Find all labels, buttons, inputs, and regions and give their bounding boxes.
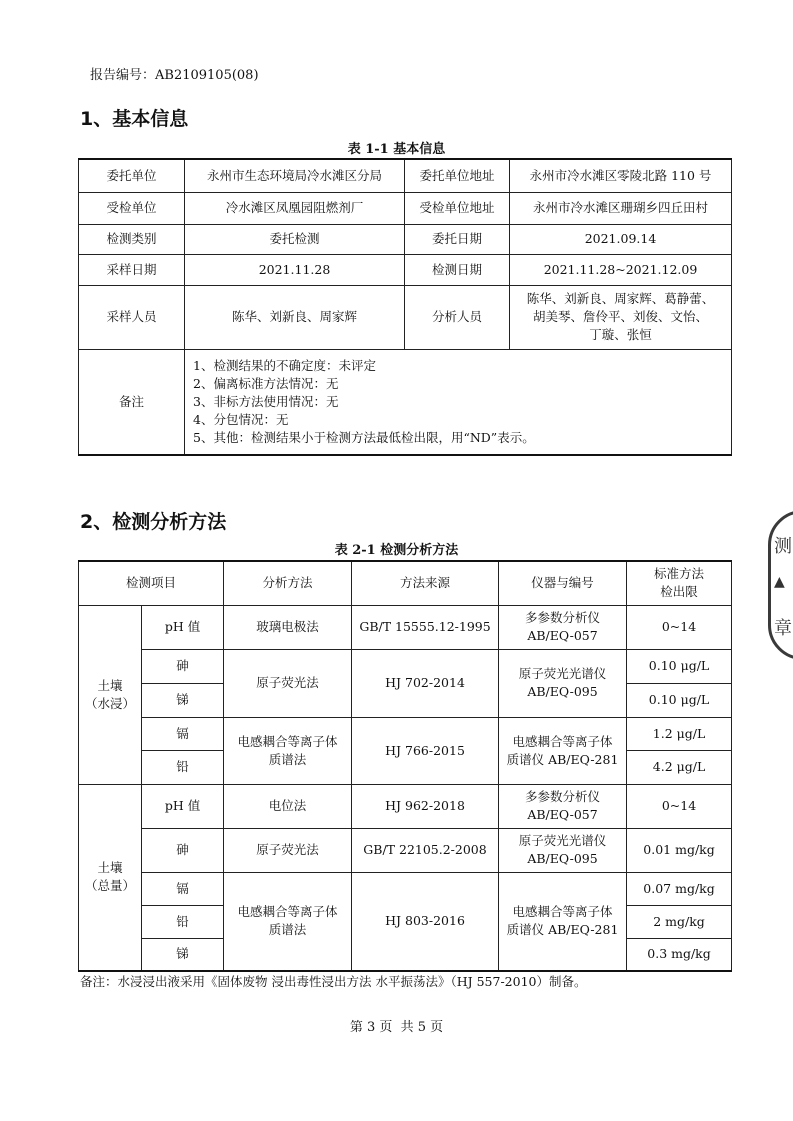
header-method: 分析方法 — [224, 561, 352, 605]
group-name-line: 土壤 — [97, 677, 123, 693]
group-name-line: （水浸） — [84, 695, 135, 711]
category-label: 检测类别 — [79, 224, 185, 254]
analysts-value — [510, 285, 732, 349]
limit-cell: 4.2 μg/L — [627, 750, 732, 784]
sampling-date-label: 采样日期 — [79, 254, 185, 285]
commission-date-label: 委托日期 — [405, 224, 510, 254]
method-line: 质谱法 — [268, 922, 307, 938]
group-1-name — [79, 605, 142, 784]
instrument-cell — [499, 717, 627, 784]
table-2-note: 备注：水浸浸出液采用《固体废物 浸出毒性浸出方法 水平振荡法》（HJ 557-2010）制备。 — [80, 974, 587, 989]
instrument-cell — [499, 784, 627, 828]
commission-date-value: 2021.09.14 — [510, 224, 732, 254]
limit-cell: 1.2 μg/L — [627, 717, 732, 750]
item-antimony: 锑 — [142, 938, 224, 971]
notes-label: 备注 — [79, 349, 185, 455]
seal-star-icon: ▲ — [774, 574, 785, 590]
limit-cell: 0~14 — [627, 784, 732, 828]
testing-date-label: 检测日期 — [405, 254, 510, 285]
table-row — [79, 192, 732, 224]
inspected-address-value: 永州市冷水滩区珊瑚乡四丘田村 — [510, 192, 732, 224]
instrument-cell — [499, 872, 627, 971]
analysts-line: 丁璇、张恒 — [589, 327, 652, 342]
limit-cell: 2 mg/kg — [627, 905, 732, 938]
client-value: 永州市生态环境局冷水滩区分局 — [185, 159, 405, 192]
analysts-line: 胡美琴、詹伶平、刘俊、文怡、 — [532, 309, 708, 324]
limit-cell: 0.10 μg/L — [627, 683, 732, 717]
method-cell: 玻璃电极法 — [224, 605, 352, 649]
item-ph: pH 值 — [142, 605, 224, 649]
table-row — [79, 285, 732, 349]
page-total: 共 5 页 — [400, 1020, 444, 1035]
analysis-methods-table — [78, 560, 732, 972]
source-cell: HJ 962-2018 — [352, 784, 499, 828]
method-cell: 原子荧光法 — [224, 649, 352, 717]
source-cell: HJ 766-2015 — [352, 717, 499, 784]
instrument-line: 多参数分析仪 — [525, 610, 601, 625]
header-limit — [627, 561, 732, 605]
instrument-line: AB/EQ-057 — [527, 807, 598, 822]
note-line: 3、非标方法使用情况：无 — [193, 393, 339, 409]
instrument-line: 电感耦合等离子体 — [512, 904, 613, 920]
method-cell — [224, 717, 352, 784]
seal-char: 测 — [774, 536, 792, 557]
header-source: 方法来源 — [352, 561, 499, 605]
client-address-value: 永州市冷水滩区零陵北路 110 号 — [510, 159, 732, 192]
header-item: 检测项目 — [79, 561, 224, 605]
limit-cell: 0.10 μg/L — [627, 649, 732, 683]
table-row — [79, 349, 732, 455]
item-lead: 铅 — [142, 750, 224, 784]
method-line: 质谱法 — [268, 751, 307, 767]
instrument-line: 原子荧光光谱仪 — [518, 833, 607, 848]
group-name-line: 土壤 — [97, 860, 123, 876]
instrument-cell — [499, 649, 627, 717]
header-limit-line: 标准方法 — [654, 566, 705, 582]
item-arsenic: 砷 — [142, 828, 224, 872]
testing-date-value: 2021.11.28~2021.12.09 — [510, 254, 732, 285]
group-name-line: （总量） — [84, 878, 135, 894]
table-2-caption: 表 2-1 检测分析方法 — [334, 543, 459, 558]
method-line: 电感耦合等离子体 — [237, 733, 338, 749]
samplers-value: 陈华、刘新良、周家辉 — [185, 285, 405, 349]
note-line: 1、检测结果的不确定度：未评定 — [193, 357, 376, 373]
table-row — [79, 224, 732, 254]
item-lead: 铅 — [142, 905, 224, 938]
instrument-line: AB/EQ-057 — [527, 628, 598, 643]
client-address-label: 委托单位地址 — [405, 159, 510, 192]
table-row — [79, 872, 732, 905]
method-line: 电感耦合等离子体 — [237, 904, 338, 920]
report-number: 报告编号：AB2109105(08) — [90, 68, 259, 83]
client-label: 委托单位 — [79, 159, 185, 192]
table-1-caption: 表 1-1 基本信息 — [347, 142, 446, 157]
category-value: 委托检测 — [185, 224, 405, 254]
table-row — [79, 159, 732, 192]
instrument-line: 质谱仪 AB/EQ-281 — [506, 922, 619, 938]
item-arsenic: 砷 — [142, 649, 224, 683]
method-cell: 原子荧光法 — [224, 828, 352, 872]
header-limit-line: 检出限 — [660, 584, 698, 600]
limit-cell: 0.3 mg/kg — [627, 938, 732, 971]
source-cell: HJ 702-2014 — [352, 649, 499, 717]
source-cell: GB/T 22105.2-2008 — [352, 828, 499, 872]
method-cell: 电位法 — [224, 784, 352, 828]
table-row — [79, 254, 732, 285]
seal-char: 章 — [774, 618, 792, 639]
limit-cell: 0.01 mg/kg — [627, 828, 732, 872]
table-row — [79, 717, 732, 750]
instrument-line: AB/EQ-095 — [527, 851, 598, 866]
limit-cell: 0.07 mg/kg — [627, 872, 732, 905]
analysts-line: 陈华、刘新良、周家辉、葛静蕾、 — [526, 291, 715, 306]
note-line: 5、其他：检测结果小于检测方法最低检出限，用“ND”表示。 — [193, 429, 535, 445]
table-row — [79, 784, 732, 828]
header-instrument: 仪器与编号 — [499, 561, 627, 605]
section-2-title: 2、检测分析方法 — [80, 511, 227, 533]
inspected-value: 冷水滩区凤凰园阻燃剂厂 — [185, 192, 405, 224]
instrument-line: 质谱仪 AB/EQ-281 — [506, 751, 619, 767]
table-row — [79, 649, 732, 683]
instrument-line: 原子荧光光谱仪 — [518, 666, 607, 681]
basic-info-table — [78, 158, 732, 456]
method-cell — [224, 872, 352, 971]
page-number: 第 3 页 — [349, 1020, 393, 1035]
group-2-name — [79, 784, 142, 971]
table-row — [79, 605, 732, 649]
instrument-line: AB/EQ-095 — [527, 684, 598, 699]
instrument-line: 多参数分析仪 — [525, 789, 601, 804]
instrument-line: 电感耦合等离子体 — [512, 733, 613, 749]
sampling-date-value: 2021.11.28 — [185, 254, 405, 285]
item-cadmium: 镉 — [142, 717, 224, 750]
table-header-row — [79, 561, 732, 605]
item-cadmium: 镉 — [142, 872, 224, 905]
item-antimony: 锑 — [142, 683, 224, 717]
inspected-address-label: 受检单位地址 — [405, 192, 510, 224]
limit-cell: 0~14 — [627, 605, 732, 649]
section-1-title: 1、基本信息 — [80, 108, 189, 130]
inspected-label: 受检单位 — [79, 192, 185, 224]
samplers-label: 采样人员 — [79, 285, 185, 349]
source-cell: GB/T 15555.12-1995 — [352, 605, 499, 649]
table-row — [79, 828, 732, 872]
item-ph: pH 值 — [142, 784, 224, 828]
analysts-label: 分析人员 — [405, 285, 510, 349]
notes-content — [185, 349, 732, 455]
source-cell: HJ 803-2016 — [352, 872, 499, 971]
page-footer — [0, 1016, 793, 1035]
instrument-cell — [499, 605, 627, 649]
note-line: 4、分包情况：无 — [193, 411, 289, 427]
instrument-cell — [499, 828, 627, 872]
note-line: 2、偏离标准方法情况：无 — [193, 375, 339, 391]
seal-stamp-edge — [762, 510, 793, 660]
